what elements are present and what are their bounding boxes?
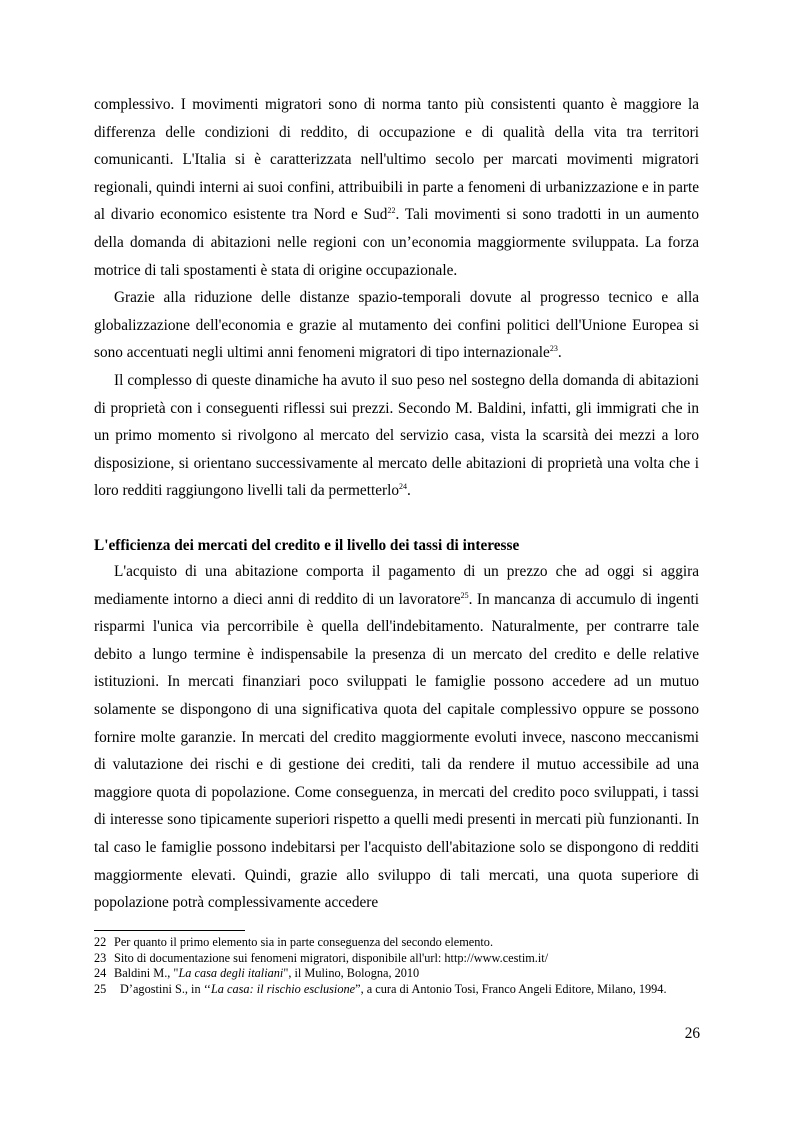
paragraph-4: L'acquisto di una abitazione comporta il pagamento di un prezzo che ad oggi si aggira mediamente intorno a dieci anni di reddito di un lavoratore$^{25}$. In mancanza di accumulo di ingenti risparmi l'unica via percorribile è quella dell'indebitamento. Naturalmente, per contrarre tale debito a lungo termine è indispensabile la presenza di un mercato del credito e delle relative istituzioni. In mercati finanziari poco sviluppati le famiglie possono accedere ad un mutuo solamente se dispongono di una significativa quota del capitale complessivo oppure se possono fornire molte garanzie. In mercati del credito maggiormente evoluti invece, nascono meccanismi di valutazione dei rischi e di gestione dei crediti, tali da rendere il mutuo accessibile ad una maggiore quota di popolazione. Come conseguenza, in mercati del credito poco sviluppati, i tassi di interesse sono tipicamente superiori rispetto a quelli medi presenti in mercati più funzionanti. In tal caso le famiglie possono indebitarsi per l'acquisto dell'abitazione solo se dispongono di redditi maggiormente elevati. Quindi, grazie allo sviluppo di tali mercati, una quota superiore di popolazione potrà complessivamente accedere — [94, 563, 699, 912]
section-heading: L'efficienza dei mercati del credito e il livello dei tassi di interesse — [94, 537, 520, 554]
footnote-ref-24[interactable]: 24 — [399, 482, 408, 492]
body-text-top — [94, 91, 699, 505]
paragraph-2: Grazie alla riduzione delle distanze spazio-temporali dovute al progresso tecnico e alla globalizzazione dell'economia e grazie al mutamento dei confini politici dell'Unione Europea si sono accentuati negli ultimi anni fenomeni migratori di tipo internazionale$^{23}$. — [94, 289, 699, 362]
paragraph-1: complessivo. I movimenti migratori sono di norma tanto più consistenti quanto è maggiore la differenza delle condizioni di reddito, di occupazione e di qualità della vita tra territori comunicanti. L'Italia si è caratterizzata nell'ultimo secolo per marcati movimenti migratori regionali, quindi interni ai suoi confini, attribuibili in parte a fenomeni di urbanizzazione e in parte al divario economico esistente tra Nord e Sud$^{22}$. Tali movimenti si sono tradotti in un aumento della domanda di abitazioni nelle regioni con un’economia maggiormente sviluppata. La forza motrice di tali spostamenti è stata di origine occupazionale. — [94, 96, 699, 279]
footnote-22: 22 Per quanto il primo elemento sia in parte conseguenza del secondo elemento. — [94, 935, 494, 949]
body-text-bottom — [94, 558, 699, 917]
footnote-ref-23[interactable]: 23 — [549, 344, 558, 354]
footnote-25: 25 D’agostini S., in ‘‘La casa: il rischio esclusione”, a cura di Antonio Tosi, Franco Angeli Editore, Milano, 1994. — [94, 981, 667, 996]
footnote-24: 24 Baldini M., "La casa degli italiani", il Mulino, Bologna, 2010 — [94, 966, 420, 981]
footnotes — [94, 935, 704, 997]
footnote-ref-22[interactable]: 22 — [387, 206, 396, 216]
footnote-separator — [94, 930, 245, 931]
footnote-ref-25[interactable]: 25 — [460, 590, 469, 600]
paragraph-3: Il complesso di queste dinamiche ha avuto il suo peso nel sostegno della domanda di abitazioni di proprietà con i conseguenti riflessi sui prezzi. Secondo M. Baldini, infatti, gli immigrati che in un primo momento si rivolgono al mercato del servizio casa, vista la scarsità dei mezzi a loro disposizione, si orientano successivamente al mercato delle abitazioni di proprietà una volta che i loro redditi raggiungono livelli tali da permetterlo$^{24}$. — [94, 371, 699, 500]
page-number: 26 — [684, 1025, 700, 1042]
footnote-23: 23 Sito di documentazione sui fenomeni migratori, disponibile all'url: http://www.cestim.it/ — [94, 950, 549, 965]
